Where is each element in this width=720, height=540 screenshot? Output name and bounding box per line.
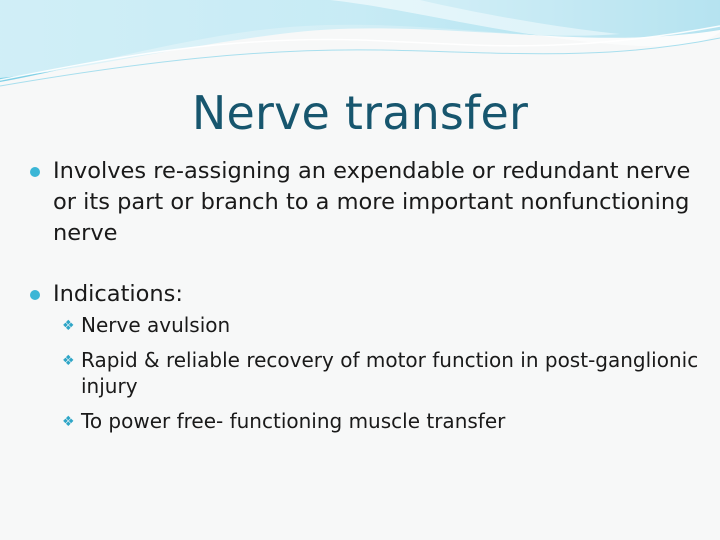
sub-bullet-text: To power free- functioning muscle transfer bbox=[81, 409, 506, 433]
slide-title: Nerve transfer bbox=[191, 86, 529, 140]
bullet-item bbox=[30, 156, 700, 249]
four-point-star-icon: ❖ bbox=[62, 318, 75, 334]
sub-bullet-item bbox=[62, 347, 700, 399]
four-point-star-icon: ❖ bbox=[62, 353, 75, 369]
round-dot-icon bbox=[30, 167, 40, 177]
sub-bullet-text: Rapid & reliable recovery of motor function in post-ganglionic injury bbox=[81, 348, 699, 398]
slide-content bbox=[30, 156, 700, 434]
bullet-text: Indications: bbox=[53, 281, 183, 307]
sub-bullet-text: Nerve avulsion bbox=[81, 313, 231, 337]
bullet-item bbox=[30, 279, 700, 310]
bullet-text: Involves re-assigning an expendable or redundant nerve or its part or branch to a more important nonfunctioning nerve bbox=[53, 158, 691, 246]
sub-bullet-item bbox=[62, 312, 700, 338]
four-point-star-icon: ❖ bbox=[62, 414, 75, 430]
header-wave-graphic bbox=[0, 0, 720, 90]
round-dot-icon bbox=[30, 290, 40, 300]
sub-bullet-item bbox=[62, 408, 700, 434]
